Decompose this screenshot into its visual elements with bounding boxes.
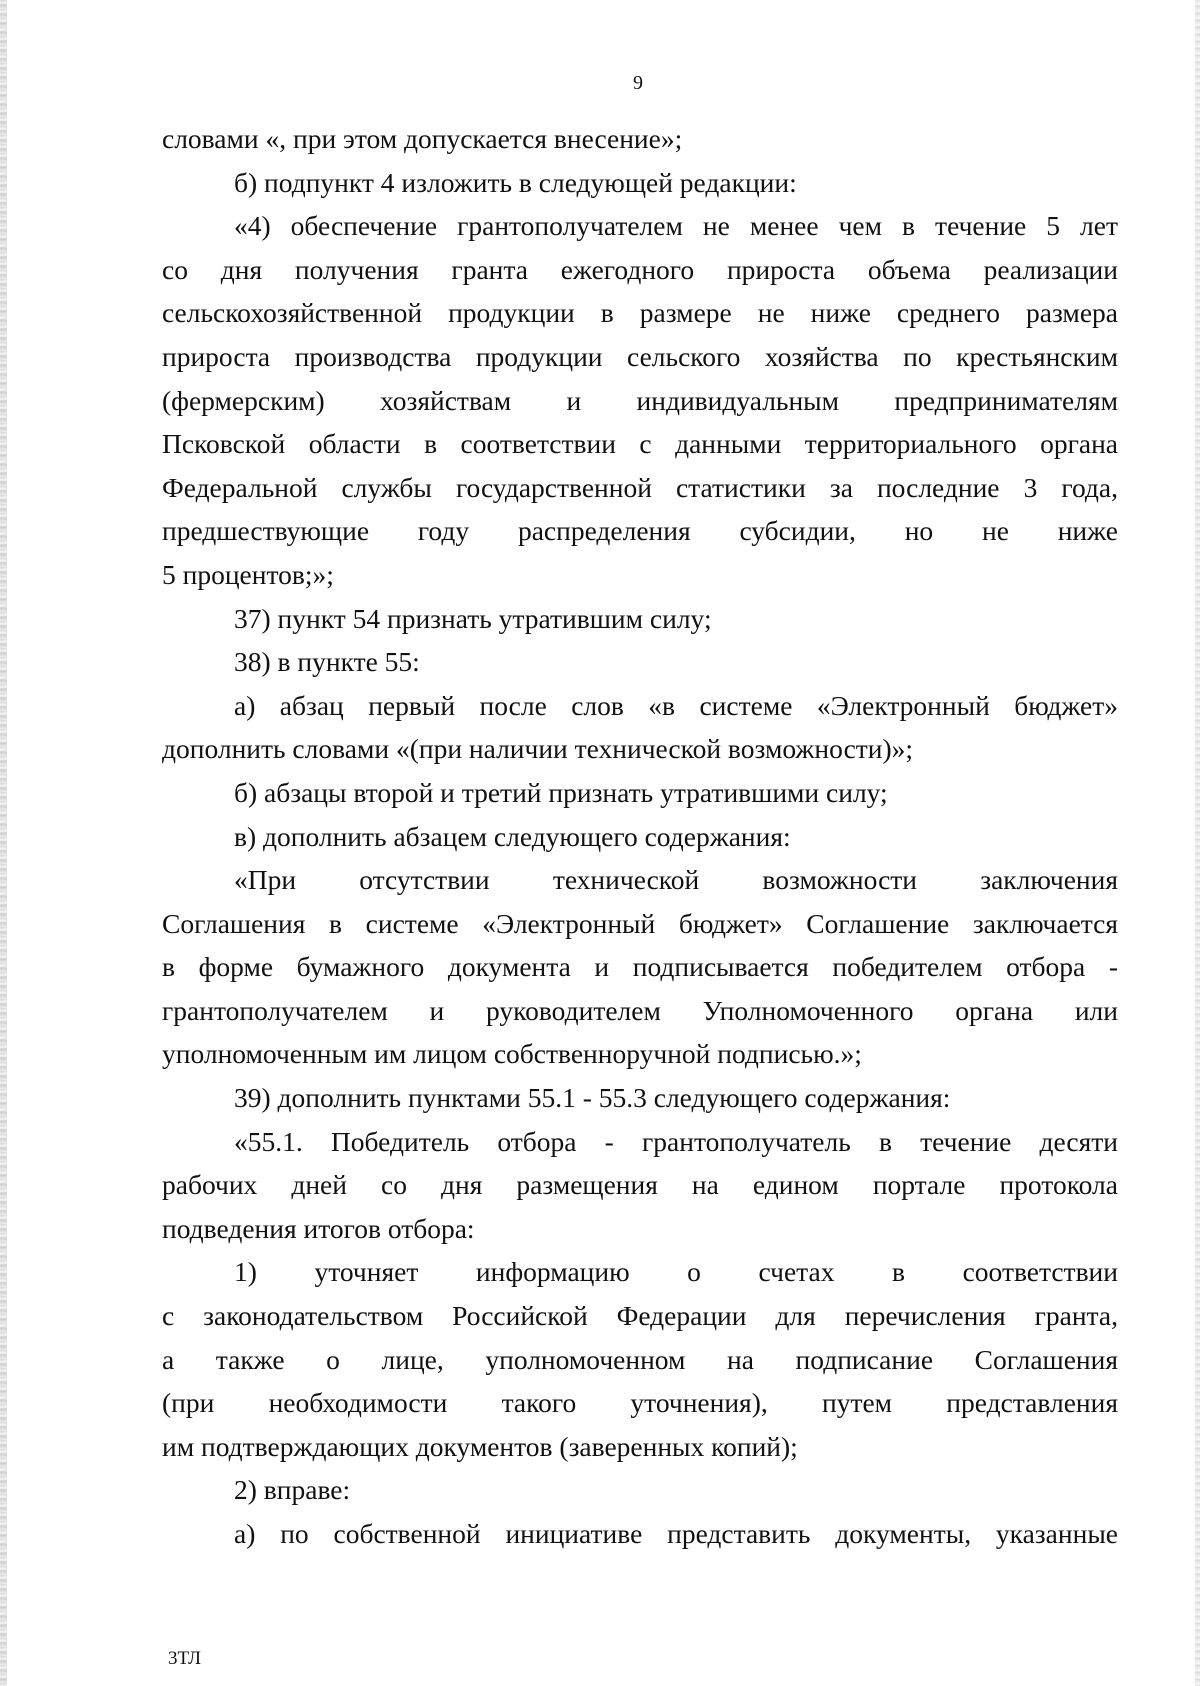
text-line: им подтверждающих документов (заверенных копий); [162, 1430, 798, 1462]
text-line: Федеральной службы государственной статистики за последние 3 года, [162, 471, 1118, 503]
text-line: словами «, при этом допускается внесение»; [162, 123, 683, 154]
text-line: в форме бумажного документа и подписывается победителем отбора - [162, 951, 1118, 983]
text-line: «55.1. Победитель отбора - грантополучатель в течение десяти [234, 1125, 1118, 1157]
text-line: сельскохозяйственной продукции в размере не ниже среднего размера [162, 297, 1118, 329]
text-line: уполномоченным им лицом собственноручной подписью.»; [162, 1038, 862, 1070]
text-line: 39) дополнить пунктами 55.1 - 55.3 следующего содержания: [234, 1082, 951, 1114]
scan-edge-left [0, 0, 7, 1686]
text-line: с законодательством Российской Федерации для перечисления гранта, [162, 1300, 1118, 1332]
scan-edge-right [1195, 0, 1200, 1686]
text-line: 1) уточняет информацию о счетах в соответствии [234, 1256, 1118, 1288]
text-line: предшествующие году распределения субсидии, но не ниже [162, 515, 1118, 547]
paragraph-continuation [162, 117, 1118, 161]
paragraph-subitem-b [162, 161, 1118, 205]
text-line: а также о лице, уполномоченном на подписание Соглашения [162, 1343, 1118, 1375]
text-line: 38) в пункте 55: [234, 646, 420, 678]
paragraph-item-37 [162, 597, 1118, 641]
paragraph-item-4 [162, 204, 1118, 596]
text-line: 2) вправе: [234, 1474, 351, 1506]
page-number: 9 [633, 72, 643, 94]
text-line: (фермерским) хозяйствам и индивидуальным предпринимателям [162, 384, 1118, 416]
paragraph-subitem-a2 [162, 1512, 1118, 1556]
paragraph-item-38 [162, 640, 1118, 684]
paragraph-item-55-1 [162, 1120, 1118, 1251]
paragraph-subitem-a [162, 684, 1118, 771]
text-line: б) абзацы второй и третий признать утратившими силу; [234, 776, 888, 808]
text-line: а) по собственной инициативе представить документы, указанные [234, 1518, 1118, 1549]
text-line: а) абзац первый после слов «в системе «Электронный бюджет» [234, 689, 1118, 721]
paragraph-subitem-2 [162, 1468, 1118, 1512]
text-line: 37) пункт 54 признать утратившим силу; [234, 602, 712, 634]
text-line: «При отсутствии технической возможности заключения [234, 864, 1118, 896]
paragraph-subitem-b2 [162, 771, 1118, 815]
text-line: подведения итогов отбора: [162, 1212, 475, 1244]
paragraph-subitem-v [162, 815, 1118, 859]
text-line: прироста производства продукции сельского хозяйства по крестьянским [162, 340, 1118, 372]
text-line: 5 процентов;»; [162, 558, 334, 590]
paragraph-item-39 [162, 1076, 1118, 1120]
text-line: Псковской области в соответствии с данными территориального органа [162, 428, 1118, 460]
text-line: дополнить словами «(при наличии технической возможности)»; [162, 733, 914, 765]
text-line: «4) обеспечение грантополучателем не менее чем в течение 5 лет [234, 210, 1118, 242]
footer-code: 3ТЛ [168, 1648, 202, 1669]
text-line: со дня получения гранта ежегодного прироста объема реализации [162, 253, 1118, 285]
text-line: Соглашения в системе «Электронный бюджет» Соглашение заключается [162, 907, 1118, 939]
paragraph-quoted-agreement [162, 858, 1118, 1076]
text-line: рабочих дней со дня размещения на едином портале протокола [162, 1169, 1118, 1201]
paragraph-subitem-1 [162, 1250, 1118, 1468]
text-line: в) дополнить абзацем следующего содержания: [234, 820, 791, 852]
text-line: б) подпункт 4 изложить в следующей редакции: [234, 166, 797, 198]
text-line: (при необходимости такого уточнения), путем представления [162, 1387, 1118, 1419]
document-body [162, 117, 1118, 1556]
text-line: грантополучателем и руководителем Уполномоченного органа или [162, 994, 1118, 1026]
